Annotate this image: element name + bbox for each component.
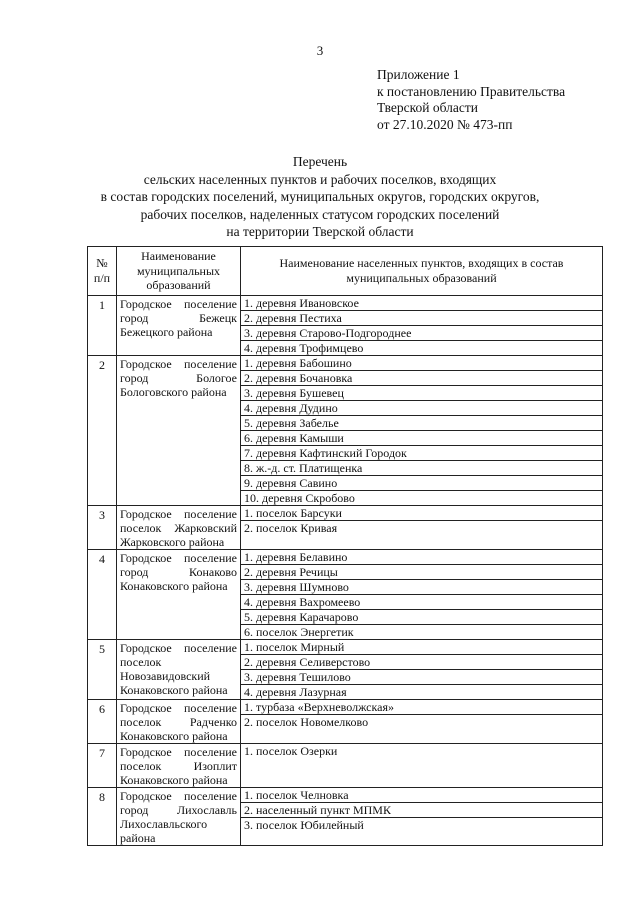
settlement-item: 3. поселок Юбилейный [244, 817, 364, 832]
settlements-table [87, 246, 603, 846]
settlement-item: 9. деревня Савино [241, 476, 602, 491]
header-municipality: Наименование муниципальных образований [117, 247, 241, 296]
header-num: № п/п [88, 247, 117, 296]
settlement-item: 1. турбаза «Верхневолжская» [241, 700, 602, 715]
appendix-line: Приложение 1 [377, 67, 460, 82]
settlement-item: 3. деревня Бушевец [241, 386, 602, 401]
settlement-item: 4. деревня Лазурная [244, 684, 347, 699]
title-line: на территории Тверской области [226, 224, 414, 239]
settlement-item: 3. деревня Шумново [241, 580, 602, 595]
municipality-name: Городское поселение поселок Изоплит Конаковского района [117, 743, 241, 787]
table-body [88, 295, 603, 845]
settlement-item: 3. деревня Старово-Подгороднее [241, 326, 602, 341]
title-line: рабочих поселков, наделенных статусом городских поселений [140, 206, 500, 222]
row-number: 8 [88, 787, 117, 845]
settlement-item: 1. поселок Барсуки [241, 506, 602, 521]
settlement-list [241, 787, 603, 845]
table-row [88, 355, 603, 505]
settlement-item: 1. поселок Челновка [241, 788, 602, 803]
settlement-item: 7. деревня Кафтинский Городок [241, 446, 602, 461]
row-number: 1 [88, 295, 117, 355]
table-row [88, 295, 603, 355]
settlement-item: 2. деревня Речицы [241, 565, 602, 580]
settlement-item: 8. ж.-д. ст. Платищенка [241, 461, 602, 476]
settlement-list [241, 505, 603, 549]
row-number: 3 [88, 505, 117, 549]
settlement-list [241, 743, 603, 787]
settlement-item: 4. деревня Дудино [241, 401, 602, 416]
settlement-list [241, 355, 603, 505]
title-line: сельских населенных пунктов и рабочих поселков, входящих [143, 171, 497, 187]
table-row [88, 505, 603, 549]
row-number: 7 [88, 743, 117, 787]
table-row [88, 549, 603, 639]
municipality-name: Городское поселение город Бологое Бологовского района [117, 355, 241, 505]
settlement-item: 4. деревня Вахромеево [241, 595, 602, 610]
settlement-item: 1. деревня Белавино [241, 550, 602, 565]
appendix-header [377, 67, 565, 133]
settlement-item: 2. деревня Бочановка [241, 371, 602, 386]
table-header-row [88, 247, 603, 296]
settlement-item: 5. деревня Забелье [241, 416, 602, 431]
settlement-list [241, 295, 603, 355]
document-title [60, 153, 580, 241]
municipality-name: Городское поселение поселок Новозавидовский Конаковского района [117, 639, 241, 699]
settlement-item: 4. деревня Трофимцево [244, 340, 364, 355]
municipality-name: Городское поселение поселок Радченко Конаковского района [117, 699, 241, 743]
settlement-item: 1. поселок Мирный [241, 640, 602, 655]
page-number: 3 [316, 43, 324, 58]
settlement-item: 2. деревня Селиверстово [241, 655, 602, 670]
table-row [88, 787, 603, 845]
appendix-line: от 27.10.2020 № 473-пп [377, 116, 513, 132]
table-row [88, 699, 603, 743]
settlement-item: 10. деревня Скробово [244, 490, 355, 505]
header-settlements: Наименование населенных пунктов, входящих в состав муниципальных образований [241, 247, 603, 296]
settlement-list [241, 699, 603, 743]
settlement-item: 2. поселок Новомелково [244, 714, 369, 729]
settlement-item: 2. населенный пункт МПМК [241, 803, 602, 818]
row-number: 5 [88, 639, 117, 699]
table-row [88, 639, 603, 699]
settlement-item: 5. деревня Карачарово [241, 610, 602, 625]
appendix-line: к постановлению Правительства [377, 83, 566, 99]
row-number: 6 [88, 699, 117, 743]
municipality-name: Городское поселение город Бежецк Бежецкого района [117, 295, 241, 355]
settlement-item: 2. поселок Кривая [244, 520, 338, 535]
settlement-item: 3. деревня Тешилово [241, 670, 602, 685]
settlement-list [241, 639, 603, 699]
settlement-item: 6. деревня Камыши [241, 431, 602, 446]
settlement-list [241, 549, 603, 639]
settlement-item: 1. поселок Озерки [244, 743, 338, 758]
title-line: Перечень [292, 154, 348, 169]
municipality-name: Городское поселение город Лихославль Лихославльского района [117, 787, 241, 845]
appendix-line: Тверской области [377, 100, 478, 115]
settlement-item: 6. поселок Энергетик [244, 624, 354, 639]
row-number: 2 [88, 355, 117, 505]
row-number: 4 [88, 549, 117, 639]
municipality-name: Городское поселение поселок Жарковский Жарковского района [117, 505, 241, 549]
settlement-item: 1. деревня Бабошино [241, 356, 602, 371]
settlement-item: 1. деревня Ивановское [241, 296, 602, 311]
title-line: в состав городских поселений, муниципальных округов, городских округов, [100, 189, 540, 204]
municipality-name: Городское поселение город Конаково Конаковского района [117, 549, 241, 639]
table-row [88, 743, 603, 787]
settlement-item: 2. деревня Пестиха [241, 311, 602, 326]
